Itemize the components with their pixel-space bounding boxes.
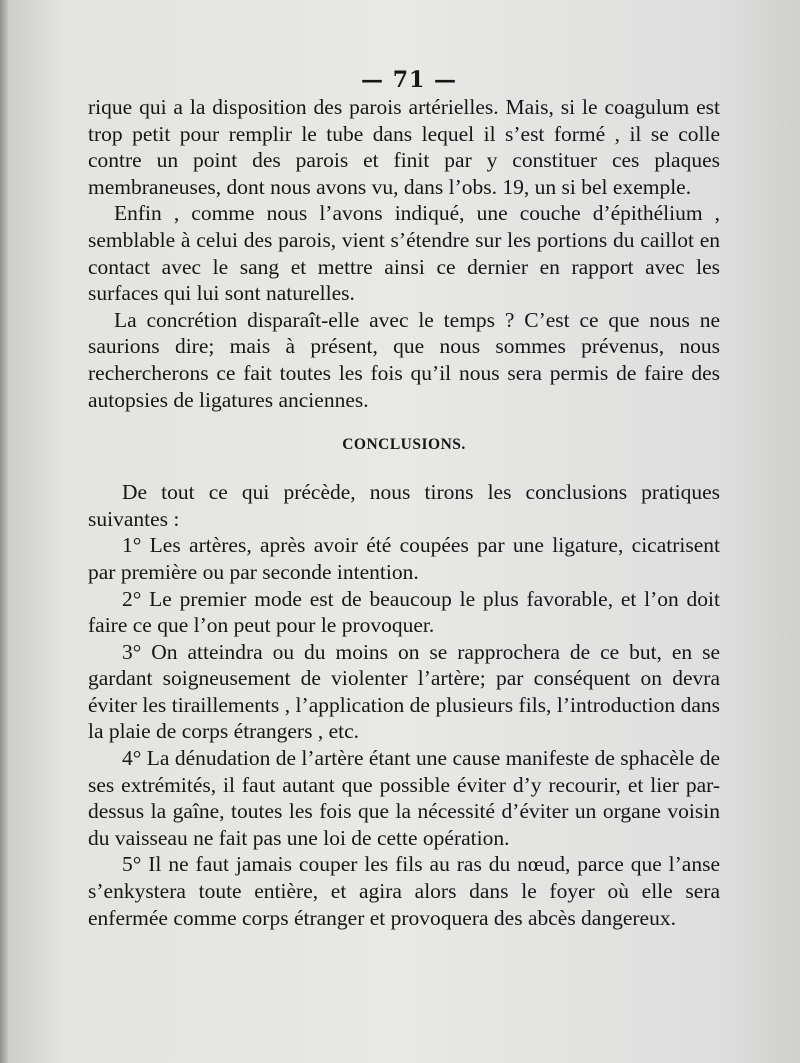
page-text-block	[88, 94, 720, 931]
page-edge-shadow	[0, 0, 10, 1063]
conclusion-item-5: 5° Il ne faut jamais couper les fils au ras du nœud, parce que l’anse s’enkystera toute entière, et agira alors dans le foyer où elle sera enfermée comme corps étranger et provoquera des abcès dangereux.	[88, 852, 720, 930]
conclusion-item-3: 3° On atteindra ou du moins on se rapprochera de ce but, en se gardant soigneusement de violenter l’artère; par conséquent on devra éviter les tiraillements , l’application de plusieurs fils, l’introduction dans la plaie de corps étrangers , etc.	[88, 639, 720, 744]
paragraph-concretion: La concrétion disparaît-elle avec le temps ? C’est ce que nous ne saurions dire; mais à présent, que nous sommes prévenus, nous rechercherons ce fait toutes les fois qu’il nous sera permis de faire des autopsies de ligatures anciennes.	[88, 307, 720, 412]
paragraph-epithelium: Enfin , comme nous l’avons indiqué, une couche d’épithélium , semblable à celui des parois, vient s’étendre sur les portions du caillot en contact avec le sang et mettre ainsi ce dernier en rapport avec les surfaces qui lui sont naturelles.	[88, 201, 720, 306]
section-heading: CONCLUSIONS.	[342, 436, 466, 454]
paragraph-continuation: rique qui a la disposition des parois artérielles. Mais, si le coagulum est trop petit pour remplir le tube dans lequel il s’est formé , il se colle contre un point des parois et finit par y constituer ces plaques membraneuses, dont nous avons vu, dans l’obs. 19, un si bel exemple.	[88, 95, 720, 199]
page-number: — 71 —	[361, 67, 457, 93]
paragraph-intro: De tout ce qui précède, nous tirons les conclusions pratiques suivantes :	[88, 480, 720, 531]
conclusion-item-2: 2° Le premier mode est de beaucoup le plus favorable, et l’on doit faire ce que l’on peut pour le provoquer.	[88, 586, 720, 638]
conclusion-item-4: 4° La dénudation de l’artère étant une cause manifeste de sphacèle de ses extrémités, il faut autant que possible éviter d’y recourir, et lier par-dessus la gaîne, toutes les fois que la nécessité d’éviter un organe voisin du vaisseau ne fait pas une loi de cette opération.	[88, 746, 720, 850]
conclusion-item-1: 1° Les artères, après avoir été coupées par une ligature, cicatrisent par première ou par seconde intention.	[88, 533, 720, 584]
